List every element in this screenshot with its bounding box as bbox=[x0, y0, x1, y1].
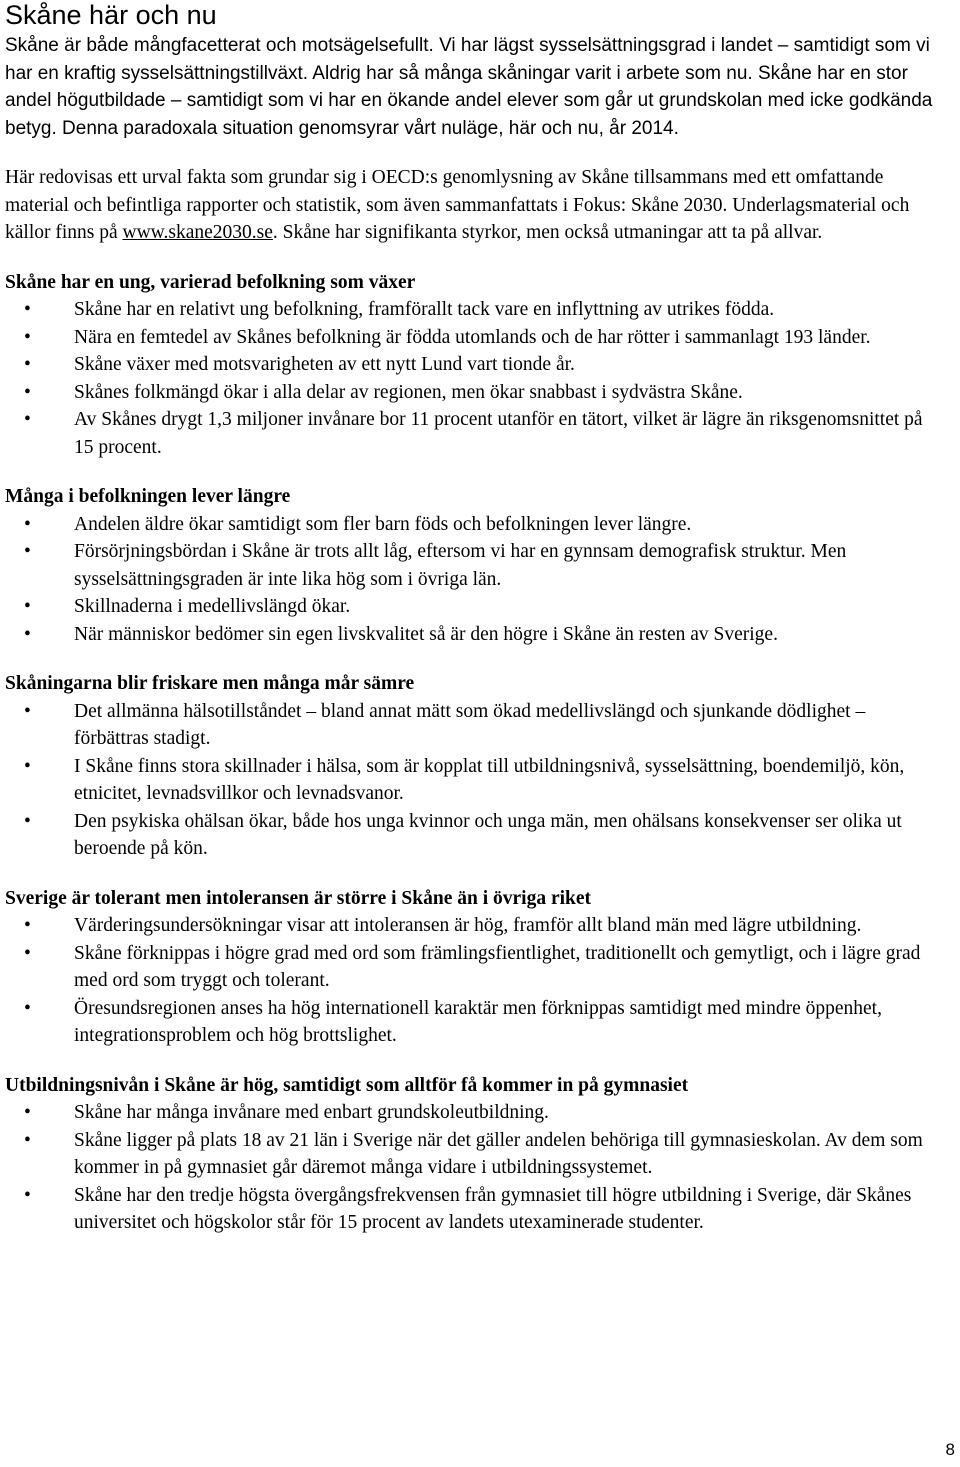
list-item-text: Öresundsregionen anses ha hög internationell karaktär men förknippas samtidigt med mindre öppenhet, integrationsproblem och hög brottslighet. bbox=[74, 997, 882, 1046]
section bbox=[5, 483, 943, 648]
page-title: Skåne här och nu bbox=[5, 0, 217, 30]
section-heading: Utbildningsnivån i Skåne är hög, samtidigt som alltför få kommer in på gymnasiet bbox=[5, 1074, 689, 1096]
bullet-icon: • bbox=[24, 1102, 31, 1123]
intro-text-end: . Skåne har signifikanta styrkor, men också utmaningar att ta på allvar. bbox=[272, 222, 823, 243]
bullet-icon: • bbox=[24, 326, 31, 348]
list-item bbox=[5, 1127, 943, 1182]
bullet-icon: • bbox=[24, 409, 31, 430]
source-link[interactable]: www.skane2030.se bbox=[122, 222, 273, 243]
list-item bbox=[5, 379, 943, 407]
section bbox=[5, 670, 943, 863]
list-item-text: Det allmänna hälsotillståndet – bland annat mätt som ökad medellivslängd och sjunkande dödlighet – förbättras stadigt. bbox=[74, 700, 866, 749]
bullet-icon: • bbox=[24, 541, 31, 562]
list-item-text: Skillnaderna i medellivslängd ökar. bbox=[74, 596, 351, 617]
section-heading: Sverige är tolerant men intoleransen är större i Skåne än i övriga riket bbox=[5, 887, 592, 909]
list-item-text: Skåne har en relativt ung befolkning, framförallt tack vare en inflyttning av utrikes födda. bbox=[74, 299, 775, 320]
list-item-text: Nära en femtedel av Skånes befolkning är födda utomlands och de har rötter i sammanlagt 193 länder. bbox=[74, 326, 871, 348]
bullet-icon: • bbox=[24, 942, 31, 964]
list-item bbox=[5, 912, 943, 940]
list-item-text: Skåne ligger på plats 18 av 21 län i Sverige när det gäller andelen behöriga till gymnasieskolan. Av dem som kommer in på gymnasiet går däremot många vidare i utbildningssystemet. bbox=[74, 1129, 923, 1178]
bullet-icon: • bbox=[24, 1129, 31, 1151]
bullet-icon: • bbox=[24, 623, 31, 645]
bullet-icon: • bbox=[24, 810, 31, 832]
bullet-list bbox=[5, 296, 943, 461]
list-item bbox=[5, 1099, 943, 1127]
bullet-icon: • bbox=[24, 700, 31, 722]
list-item-text: Skånes folkmängd ökar i alla delar av regionen, men ökar snabbast i sydvästra Skåne. bbox=[74, 381, 743, 403]
list-item bbox=[5, 593, 943, 621]
section-heading: Skåningarna blir friskare men många mår sämre bbox=[5, 673, 415, 694]
list-item bbox=[5, 940, 943, 995]
bullet-icon: • bbox=[24, 596, 31, 617]
list-item-text: Av Skånes drygt 1,3 miljoner invånare bor 11 procent utanför en tätort, vilket är lägre än riksgenomsnittet på 15 procent. bbox=[74, 409, 923, 458]
list-item-text: Skåne har den tredje högsta övergångsfrekvensen från gymnasiet till högre utbildning i Sverige, där Skånes universitet och högskolor står för 15 procent av landets utexaminerade studenter. bbox=[74, 1184, 912, 1233]
bullet-list bbox=[5, 912, 943, 1050]
list-item bbox=[5, 296, 943, 324]
list-item bbox=[5, 351, 943, 379]
list-item-text: När människor bedömer sin egen livskvalitet så är den högre i Skåne än resten av Sverige. bbox=[74, 623, 778, 645]
bullet-icon: • bbox=[24, 915, 31, 936]
list-item bbox=[5, 324, 943, 352]
document-page bbox=[5, 0, 943, 1237]
list-item-text: Andelen äldre ökar samtidigt som fler barn föds och befolkningen lever längre. bbox=[74, 513, 692, 535]
list-item-text: Skåne förknippas i högre grad med ord som främlingsfientlighet, traditionellt och gemytligt, och i lägre grad med ord som tryggt och tolerant. bbox=[74, 942, 921, 991]
bullet-icon: • bbox=[24, 997, 31, 1019]
sections-container bbox=[5, 269, 943, 1237]
bullet-list bbox=[5, 1099, 943, 1237]
bullet-icon: • bbox=[24, 513, 31, 535]
list-item bbox=[5, 698, 943, 753]
list-item bbox=[5, 538, 943, 593]
list-item-text: Värderingsundersökningar visar att intoleransen är hög, framför allt bland män med lägre utbildning. bbox=[74, 915, 862, 936]
bullet-icon: • bbox=[24, 381, 31, 403]
list-item bbox=[5, 995, 943, 1050]
list-item-text: Försörjningsbördan i Skåne är trots allt låg, eftersom vi har en gynnsam demografisk struktur. Men sysselsättningsgraden är inte lika hög som i övriga län. bbox=[74, 541, 847, 590]
bullet-list bbox=[5, 511, 943, 649]
page-number: 8 bbox=[945, 1440, 955, 1459]
section bbox=[5, 1072, 943, 1237]
intro-paragraph bbox=[5, 164, 943, 247]
lead-paragraph: Skåne är både mångfacetterat och motsägelsefullt. Vi har lägst sysselsättningsgrad i landet – samtidigt som vi har en kraftig sysselsättningstillväxt. Aldrig har så många skåningar varit i arbete som nu. Skåne har en stor andel högutbildade – samtidigt som vi har en ökande andel elever som går ut grundskolan med icke godkända betyg. Denna paradoxala situation genomsyrar vårt nuläge, här och nu, år 2014. bbox=[5, 35, 933, 139]
list-item bbox=[5, 1182, 943, 1237]
list-item bbox=[5, 621, 943, 649]
list-item-text: Skåne har många invånare med enbart grundskoleutbildning. bbox=[74, 1102, 549, 1123]
list-item bbox=[5, 808, 943, 863]
bullet-list bbox=[5, 698, 943, 863]
bullet-icon: • bbox=[24, 755, 31, 777]
list-item bbox=[5, 753, 943, 808]
bullet-icon: • bbox=[24, 299, 31, 320]
section bbox=[5, 269, 943, 462]
bullet-icon: • bbox=[24, 1184, 31, 1206]
intro-text: Här redovisas ett urval fakta som grundar sig i OECD:s genomlysning av Skåne tillsammans med ett omfattande material och befintliga rapporter och statistik, som även sammanfattats i Fokus: Skåne 2030. Underlagsmaterial och källor finns på bbox=[5, 167, 910, 243]
bullet-icon: • bbox=[24, 354, 31, 375]
list-item bbox=[5, 406, 943, 461]
list-item bbox=[5, 511, 943, 539]
section bbox=[5, 885, 943, 1050]
section-heading: Skåne har en ung, varierad befolkning som växer bbox=[5, 271, 416, 293]
section-heading: Många i befolkningen lever längre bbox=[5, 486, 291, 507]
list-item-text: Skåne växer med motsvarigheten av ett nytt Lund vart tionde år. bbox=[74, 354, 575, 375]
list-item-text: I Skåne finns stora skillnader i hälsa, som är kopplat till utbildningsnivå, sysselsättning, boendemiljö, kön, etnicitet, levnadsvillkor och levnadsvanor. bbox=[74, 755, 905, 804]
list-item-text: Den psykiska ohälsan ökar, både hos unga kvinnor och unga män, men ohälsans konsekvenser ser olika ut beroende på kön. bbox=[74, 810, 902, 859]
